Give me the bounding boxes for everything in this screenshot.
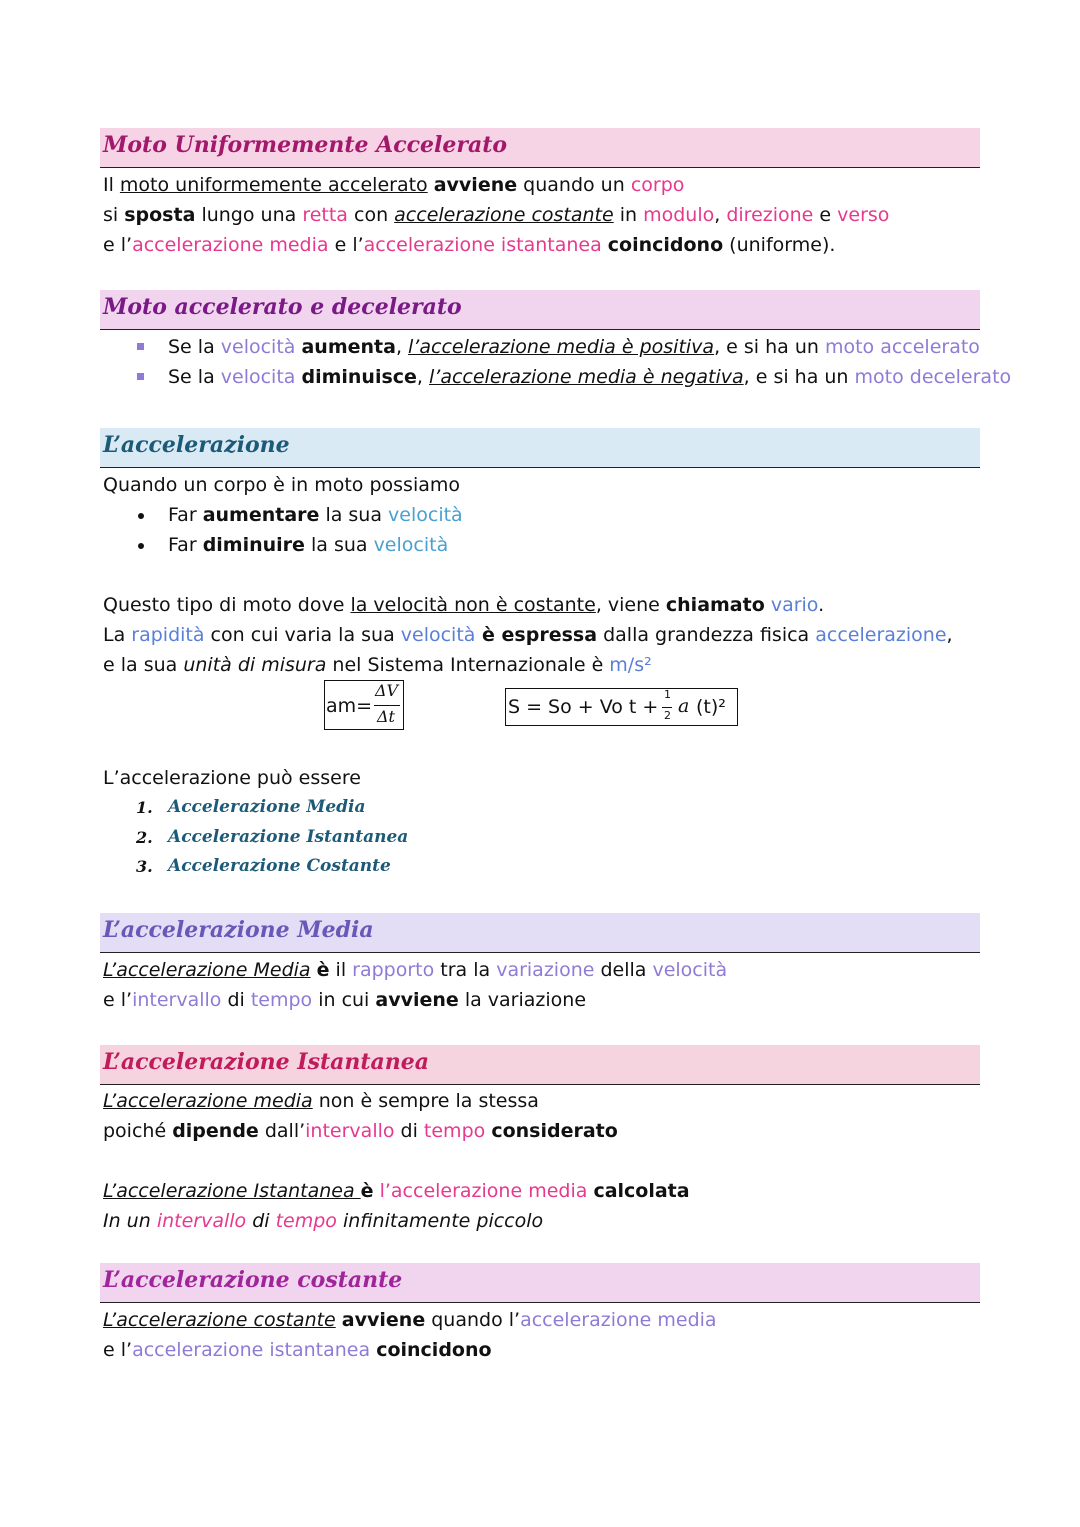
section-header-accelerazione-media xyxy=(100,913,980,953)
paragraph-line xyxy=(103,987,586,1013)
text: coincidono xyxy=(607,234,724,256)
text: intervallo xyxy=(305,1120,395,1142)
text: dipende xyxy=(172,1120,259,1142)
text: accelerazione media xyxy=(520,1309,717,1331)
paragraph-line xyxy=(103,1307,717,1333)
text: tra la xyxy=(434,959,497,981)
formula-position xyxy=(505,688,738,726)
section-header-accelerazione-costante xyxy=(100,1263,980,1303)
text: diminuire xyxy=(202,534,305,556)
text: avviene xyxy=(375,989,459,1011)
text: L’accelerazione media xyxy=(103,1090,313,1112)
paragraph-line xyxy=(103,957,727,983)
paragraph-line xyxy=(103,1337,492,1363)
section-title: Moto accelerato e decelerato xyxy=(103,294,462,320)
text: di xyxy=(221,989,251,1011)
text: avviene xyxy=(433,174,518,196)
section-header-accelerazione xyxy=(100,428,980,468)
text: , xyxy=(946,624,953,646)
formula-accel-symbol: a xyxy=(678,695,690,717)
text: sposta xyxy=(124,204,196,226)
formula-denominator: Δt xyxy=(377,707,395,726)
list-item-accelerazione-media: Accelerazione Media xyxy=(168,797,366,817)
square-bullet-icon xyxy=(137,373,144,380)
text: direzione xyxy=(726,204,814,226)
formula-average-acceleration xyxy=(324,680,404,730)
text: vario xyxy=(770,594,819,616)
formula-numerator: ΔV xyxy=(375,681,399,700)
paragraph-line xyxy=(103,202,889,228)
text: moto uniformemente accelerato xyxy=(119,174,428,196)
text: si xyxy=(103,204,125,226)
text: modulo xyxy=(643,204,715,226)
text: rapidità xyxy=(131,624,205,646)
formula-text: S = So + Vo t + xyxy=(508,696,659,718)
dot-bullet-icon xyxy=(138,513,144,519)
fraction-numerator: 1 xyxy=(664,688,671,701)
text: velocità xyxy=(652,959,728,981)
list-item-accelerazione-istantanea: Accelerazione Istantanea xyxy=(168,827,409,847)
text: intervallo xyxy=(132,989,222,1011)
list-number: 1. xyxy=(136,798,153,817)
square-bullet-icon xyxy=(137,343,144,350)
section-header-accelerazione-istantanea xyxy=(100,1045,980,1085)
paragraph-line xyxy=(103,652,652,678)
text: quando l’ xyxy=(425,1309,521,1331)
text: L’accelerazione costante xyxy=(103,1309,336,1331)
text: accelerazione xyxy=(815,624,947,646)
text: , e si ha un xyxy=(743,366,855,388)
text: diminuisce xyxy=(301,366,417,388)
bullet-item xyxy=(168,502,463,528)
text: La xyxy=(103,624,132,646)
text: (uniforme). xyxy=(723,234,836,256)
paragraph-line xyxy=(103,1208,543,1234)
paragraph-line xyxy=(103,1118,618,1144)
text: tempo xyxy=(275,1210,337,1232)
text: Il xyxy=(103,174,120,196)
text: l’accelerazione media è positiva xyxy=(408,336,715,358)
section-header-moto-uniformemente-accelerato xyxy=(100,128,980,168)
text: velocità xyxy=(220,336,296,358)
text: unità di misura xyxy=(183,654,327,676)
text: corpo xyxy=(630,174,685,196)
text: infinitamente piccolo xyxy=(336,1210,544,1232)
text: è xyxy=(360,1180,374,1202)
fraction-bar xyxy=(662,707,672,708)
text: la variazione xyxy=(458,989,587,1011)
text: con xyxy=(347,204,395,226)
paragraph-line xyxy=(103,592,824,618)
text: Se la xyxy=(168,366,221,388)
text: accelerazione costante xyxy=(394,204,614,226)
fraction-denominator: 2 xyxy=(664,709,671,722)
text: tempo xyxy=(423,1120,486,1142)
section-title: L’accelerazione Istantanea xyxy=(103,1049,430,1075)
dot-bullet-icon xyxy=(138,543,144,549)
paragraph-line xyxy=(103,1178,690,1204)
section-title: Moto Uniformemente Accelerato xyxy=(103,132,508,158)
text: e xyxy=(813,204,838,226)
text: chiamato xyxy=(665,594,765,616)
section-title: L’accelerazione Media xyxy=(103,917,374,943)
text: è xyxy=(316,959,330,981)
text: accelerazione media xyxy=(132,234,329,256)
text: con cui varia la sua xyxy=(204,624,401,646)
text: velocità xyxy=(400,624,476,646)
text: , xyxy=(395,336,409,358)
paragraph-line: Quando un corpo è in moto possiamo xyxy=(103,474,461,496)
text: tempo xyxy=(250,989,313,1011)
text: Far xyxy=(168,504,203,526)
text: moto decelerato xyxy=(854,366,1012,388)
text: della xyxy=(594,959,653,981)
text: e la sua xyxy=(103,654,184,676)
text: dall’ xyxy=(258,1120,306,1142)
text: non è sempre la stessa xyxy=(312,1090,539,1112)
text: espressa xyxy=(501,624,598,646)
text: , xyxy=(714,204,727,226)
fraction-bar xyxy=(374,705,400,706)
text: m/s² xyxy=(609,654,652,676)
text: in cui xyxy=(312,989,376,1011)
text: in xyxy=(613,204,644,226)
text: nel Sistema Internazionale è xyxy=(326,654,610,676)
text: coincidono xyxy=(376,1339,492,1361)
text: la sua xyxy=(319,504,389,526)
text: variazione xyxy=(496,959,595,981)
text: e l’ xyxy=(328,234,364,256)
text: l’accelerazione media è negativa xyxy=(429,366,744,388)
list-number: 3. xyxy=(136,857,153,876)
text: quando un xyxy=(517,174,631,196)
text: poiché xyxy=(103,1120,173,1142)
section-title: L’accelerazione xyxy=(103,432,290,458)
text: velocità xyxy=(388,504,463,526)
text: l’accelerazione media xyxy=(379,1180,588,1202)
text: e l’ xyxy=(103,989,133,1011)
text: il xyxy=(329,959,353,981)
text: In un xyxy=(103,1210,157,1232)
text: calcolata xyxy=(593,1180,690,1202)
section-header-moto-accelerato-decelerato xyxy=(100,290,980,330)
text: Se la xyxy=(168,336,221,358)
text: , xyxy=(416,366,430,388)
text: è xyxy=(475,624,502,646)
text: dalla grandezza fisica xyxy=(597,624,816,646)
text: , e si ha un xyxy=(714,336,825,358)
text: L’accelerazione Media xyxy=(103,959,311,981)
text: rapporto xyxy=(352,959,435,981)
text: intervallo xyxy=(156,1210,247,1232)
text: considerato xyxy=(491,1120,618,1142)
paragraph-line xyxy=(103,1088,539,1114)
paragraph-line xyxy=(103,622,953,648)
text: di xyxy=(394,1120,424,1142)
text: moto accelerato xyxy=(824,336,980,358)
text: la velocità non è costante xyxy=(350,594,596,616)
text: Questo tipo di moto dove xyxy=(103,594,351,616)
text: di xyxy=(246,1210,276,1232)
section-title: L’accelerazione costante xyxy=(103,1267,403,1293)
list-item-accelerazione-costante: Accelerazione Costante xyxy=(168,856,391,876)
text: retta xyxy=(302,204,348,226)
text: aumentare xyxy=(202,504,320,526)
text: velocita xyxy=(220,366,296,388)
text: aumenta xyxy=(301,336,396,358)
text: avviene xyxy=(341,1309,426,1331)
text: , viene xyxy=(595,594,666,616)
bullet-item xyxy=(168,532,448,558)
text: e l’ xyxy=(103,1339,133,1361)
text: verso xyxy=(837,204,890,226)
formula-text: (t)² xyxy=(696,696,726,718)
text: velocità xyxy=(373,534,449,556)
text: Far xyxy=(168,534,203,556)
text: L’accelerazione Istantanea xyxy=(103,1180,361,1202)
bullet-item xyxy=(168,334,980,360)
list-number: 2. xyxy=(136,828,153,847)
text: lungo una xyxy=(195,204,303,226)
paragraph-line xyxy=(103,172,684,198)
text: accelerazione istantanea xyxy=(363,234,602,256)
text: la sua xyxy=(304,534,374,556)
text: e l’ xyxy=(103,234,133,256)
paragraph-line: L’accelerazione può essere xyxy=(103,767,361,789)
bullet-item xyxy=(168,364,1011,390)
formula-label: am= xyxy=(326,695,373,717)
text: . xyxy=(818,594,825,616)
paragraph-line xyxy=(103,232,835,258)
text: accelerazione istantanea xyxy=(132,1339,371,1361)
